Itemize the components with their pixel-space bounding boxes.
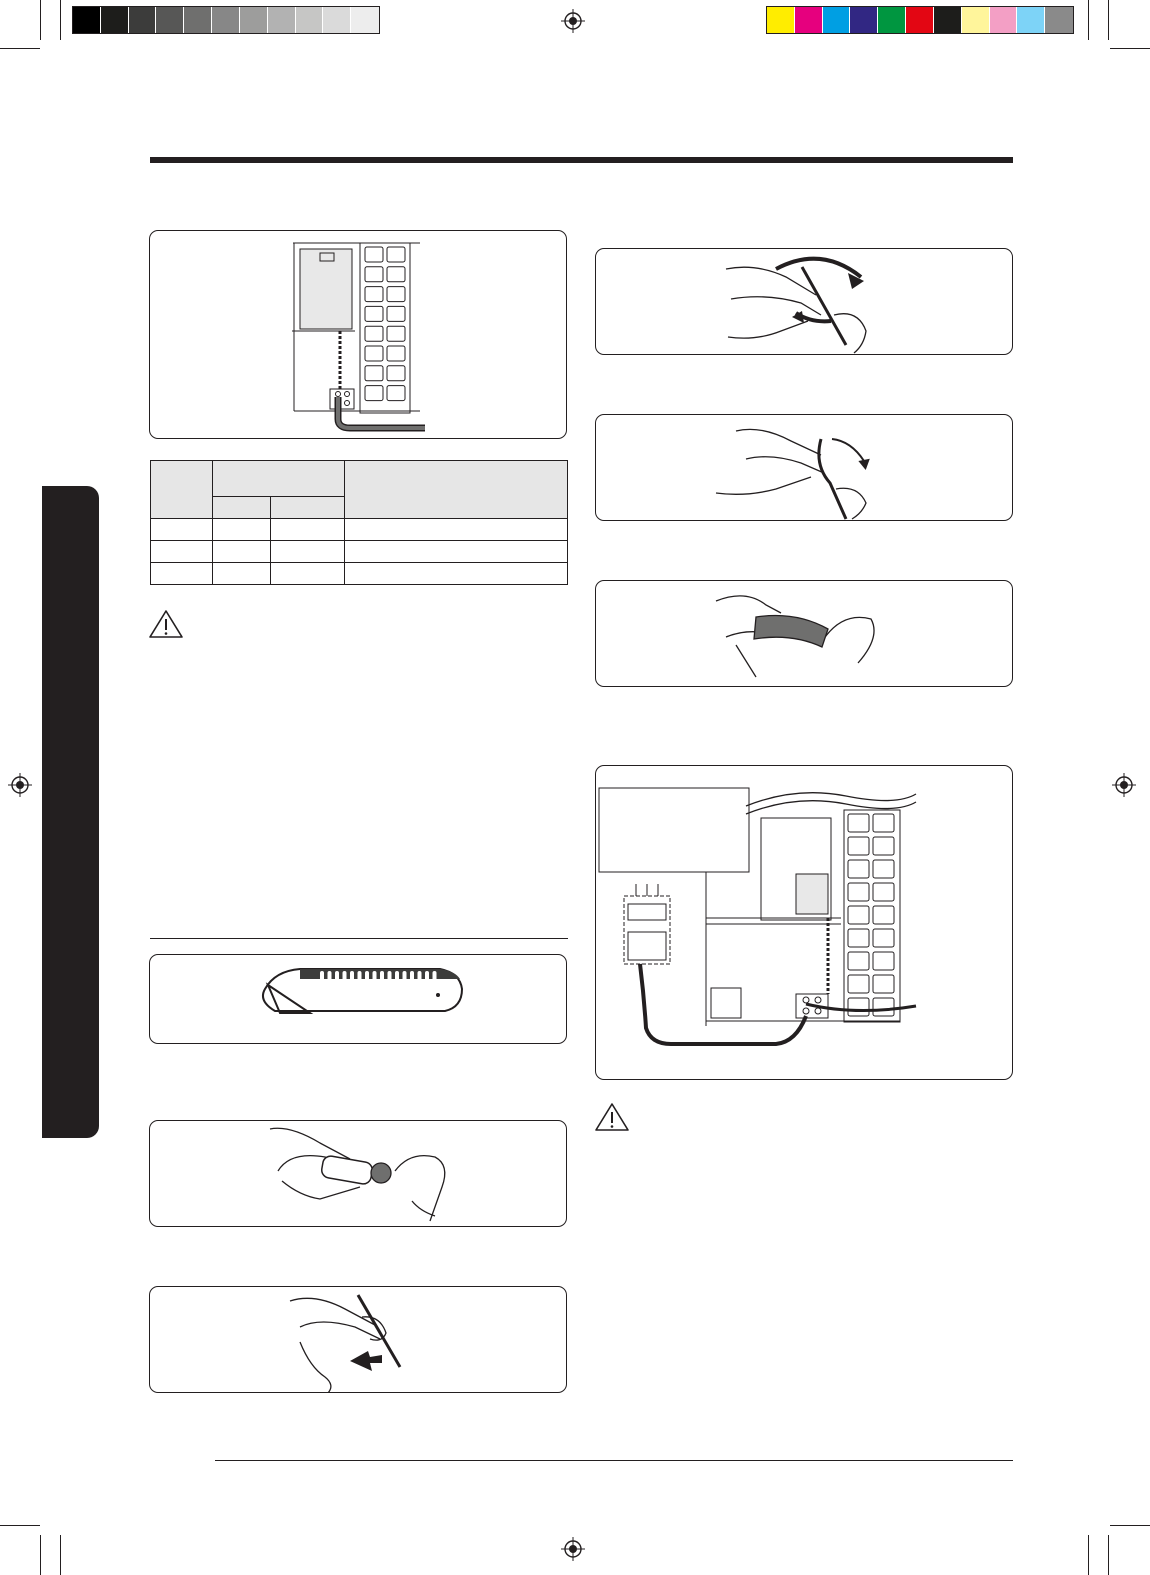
footer-rule (215, 1460, 1013, 1461)
registration-mark-icon (561, 9, 585, 33)
registration-mark-icon (1112, 773, 1136, 797)
table-header-cell (151, 461, 213, 519)
color-swatch (323, 7, 351, 33)
table-header-cell (213, 461, 345, 497)
wire-push-figure (149, 1286, 567, 1393)
wire-twist-figure (595, 248, 1013, 355)
table-header-cell (345, 461, 568, 519)
color-swatch (129, 7, 157, 33)
side-chapter-tab (42, 486, 99, 1138)
crop-mark (60, 0, 61, 40)
grayscale-calibration-bar (72, 6, 380, 34)
table-header-cell (213, 497, 271, 519)
color-swatch (962, 7, 990, 33)
warning-triangle-icon (594, 1102, 630, 1132)
color-swatch (1045, 7, 1073, 33)
unit-panel-wiring-figure (149, 230, 567, 439)
color-swatch (878, 7, 906, 33)
table-row (151, 519, 568, 541)
color-swatch (351, 7, 379, 33)
crop-mark (40, 0, 41, 40)
specification-table (150, 460, 568, 585)
crimp-tool-figure (149, 954, 567, 1044)
crop-mark (1088, 1535, 1089, 1575)
header-rule (150, 157, 1013, 163)
sleeve-insert-figure (149, 1120, 567, 1227)
crop-mark (40, 1535, 41, 1575)
warning-triangle-icon (148, 609, 184, 639)
crop-mark (0, 1525, 40, 1526)
wire-bend-figure (595, 414, 1013, 521)
section-divider (150, 938, 568, 939)
color-swatch (906, 7, 934, 33)
crop-mark (1108, 1535, 1109, 1575)
tape-wrap-figure (595, 580, 1013, 687)
color-swatch (990, 7, 1018, 33)
table-row (151, 541, 568, 563)
outdoor-unit-wiring-figure (595, 765, 1013, 1080)
crop-mark (1110, 48, 1150, 49)
crop-mark (1108, 0, 1109, 40)
color-swatch (296, 7, 324, 33)
color-calibration-bar (766, 6, 1074, 34)
color-swatch (101, 7, 129, 33)
registration-mark-icon (8, 773, 32, 797)
table-row (151, 563, 568, 585)
color-swatch (823, 7, 851, 33)
registration-mark-icon (561, 1537, 585, 1561)
crop-mark (1088, 0, 1089, 40)
color-swatch (767, 7, 795, 33)
color-swatch (212, 7, 240, 33)
color-swatch (156, 7, 184, 33)
color-swatch (240, 7, 268, 33)
crop-mark (0, 48, 40, 49)
crop-mark (1110, 1525, 1150, 1526)
color-swatch (1017, 7, 1045, 33)
crop-mark (60, 1535, 61, 1575)
color-swatch (795, 7, 823, 33)
color-swatch (73, 7, 101, 33)
color-swatch (850, 7, 878, 33)
color-swatch (184, 7, 212, 33)
color-swatch (934, 7, 962, 33)
color-swatch (268, 7, 296, 33)
table-header-cell (271, 497, 345, 519)
